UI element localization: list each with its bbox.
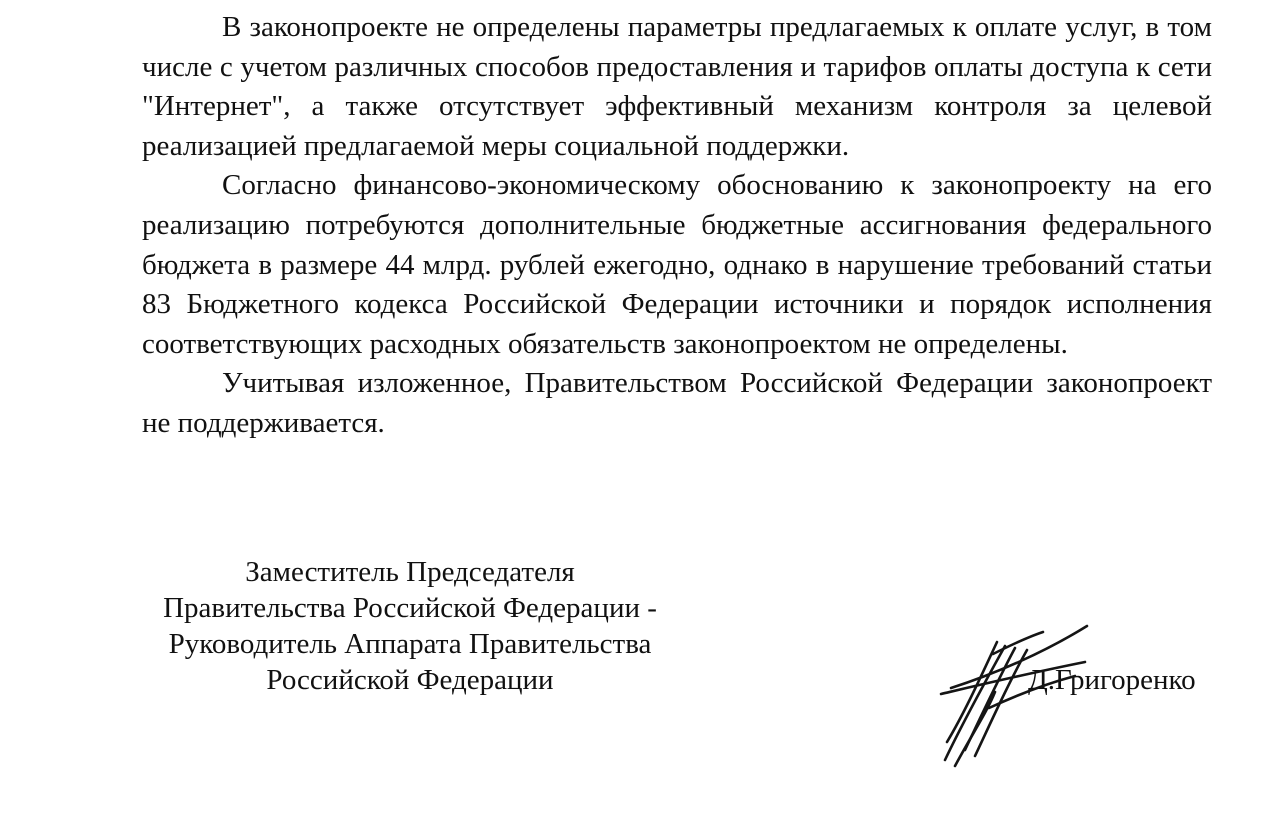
document-body [142, 8, 1212, 444]
signatory-title-line: Заместитель Председателя [245, 556, 575, 588]
signatory-title-line: Руководитель Аппарата Правительства [168, 628, 652, 660]
paragraph-conclusion: Учитывая изложенное, Правительством Российской Федерации законопроект не поддерживается. [142, 367, 1212, 439]
handwritten-signature [935, 612, 1105, 772]
paragraph-budget: Согласно финансово-экономическому обоснованию к законопроекту на его реализацию потребуются дополнительные бюджетные ассигнования федерального бюджета в размере 44 млрд. рублей ежегодно, однако в нарушение требований статьи 83 Бюджетного кодекса Российской Федерации источники и порядок исполнения соответствующих расходных обязательств законопроектом не определены. [142, 169, 1212, 360]
signatory-name: Д.Григоренко [1028, 664, 1196, 696]
signatory-title-line: Правительства Российской Федерации - [163, 592, 657, 624]
paragraph-services: В законопроекте не определены параметры предлагаемых к оплате услуг, в том числе с учетом различных способов предоставления и тарифов оплаты доступа к сети "Интернет", а также отсутствует эффективный механизм контроля за целевой реализацией предлагаемой меры социальной поддержки. [142, 11, 1212, 162]
signatory-title-line: Российской Федерации [266, 664, 554, 696]
signatory-title-block [135, 554, 685, 698]
